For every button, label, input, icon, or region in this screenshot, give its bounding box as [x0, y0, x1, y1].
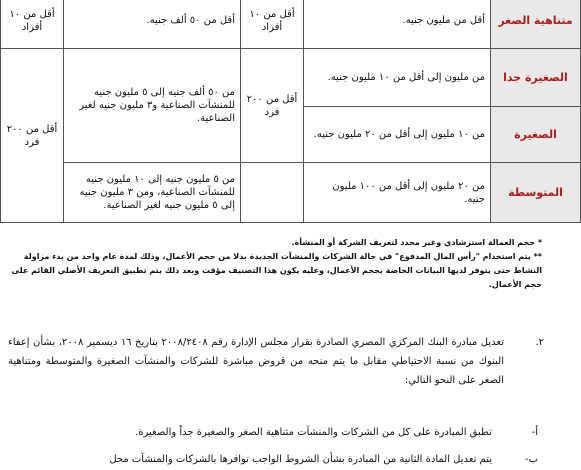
note-2: ** يتم استخدام "رأس المال المدفوع" في حالة الشركات والمنشآت الجديدة بدلا من حجم الأعمال، وذلك لمدة عام واحد من بدء مزاولة النشاط حتى يتوفر لديها البيانات الخاصة بحجم الأعمال، وعليه يكون هذا التصنيف مؤقت وبعد ذلك يتم تطبيق التعريف الأصلي القائم على حجم الأعمال. — [11, 252, 542, 289]
category-cell: متناهية الصغر — [491, 0, 581, 49]
category-cell: المتوسطة — [491, 163, 581, 223]
item-text: تعديل مبادرة البنك المركزي المصري الصادرة بقرار مجلس الإدارة رقم ٢٠٠٨/٢٤٠٨ بتاريخ ١٦ ديسمبر ٢٠٠٨، بشأن إعفاء البنوك من نسبة الاحتياطي مقابل ما يتم منحه من قروض مباشرة للشركات والمنشآت الصغيرة والمتوسطة ومتناهية الصغر على النحو التالي: — [8, 337, 504, 386]
sub-item-a — [8, 423, 542, 442]
sub-item-letter: ب- — [524, 454, 538, 465]
employees-cell: أقل من ١٠ أفراد — [241, 0, 304, 49]
table-row — [1, 0, 581, 49]
table-row — [1, 163, 581, 223]
employees-cell — [241, 163, 304, 223]
sales-cell: أقل من ٥٠ ألف جنيه. — [64, 0, 241, 49]
classification-table — [0, 0, 581, 223]
category-cell: الصغيرة — [491, 107, 581, 163]
category-cell: الصغيرة جدا — [491, 49, 581, 107]
table-notes — [8, 236, 542, 292]
table-row — [1, 49, 581, 107]
sales-cell: من ٥ مليون جنيه إلى ١٠ مليون جنيه للمنشآت الصناعية، ومن ٣ مليون جنيه إلى ٥ مليون جنيه لغير الصناعية. — [64, 163, 241, 223]
numbered-item-2 — [8, 333, 542, 390]
capital-cell: من ١٠ مليون إلى أقل من ٢٠ مليون جنيه. — [304, 107, 491, 163]
employees-cell-2: أقل من ١٠ أفراد — [1, 0, 64, 49]
sub-item-text: يتم تعديل المادة الثانية من المبادرة بشأن الشروط الواجب توافرها بالشركات والمنشآت محل — [109, 454, 492, 465]
capital-cell: من ٢٠ مليون إلى أقل من ١٠٠ مليون جنيه. — [304, 163, 491, 223]
capital-cell: أقل من مليون جنيه. — [304, 0, 491, 49]
note-1: * حجم العمالة استرشادي وغير محدد لتعريف الشركة أو المنشأة. — [291, 238, 542, 247]
item-number: ٢. — [535, 337, 544, 348]
sub-item-b — [8, 450, 542, 469]
sub-item-text: تطبق المبادرة على كل من الشركات والمنشآت متناهية الصغر والصغيرة جداً والصغيرة. — [135, 427, 492, 438]
employees-cell: أقل من ٢٠٠ فرد — [241, 49, 304, 163]
capital-cell: من مليون إلى أقل من ١٠ مليون جنيه. — [304, 49, 491, 107]
sub-item-letter: أ- — [531, 427, 538, 438]
sales-cell: من ٥٠ ألف جنيه إلى ٥ مليون جنيه للمنشآت الصناعية و٣ مليون جنيه لغير الصناعية. — [64, 49, 241, 163]
employees-cell-2: أقل من ٢٠٠ فرد — [1, 49, 64, 223]
